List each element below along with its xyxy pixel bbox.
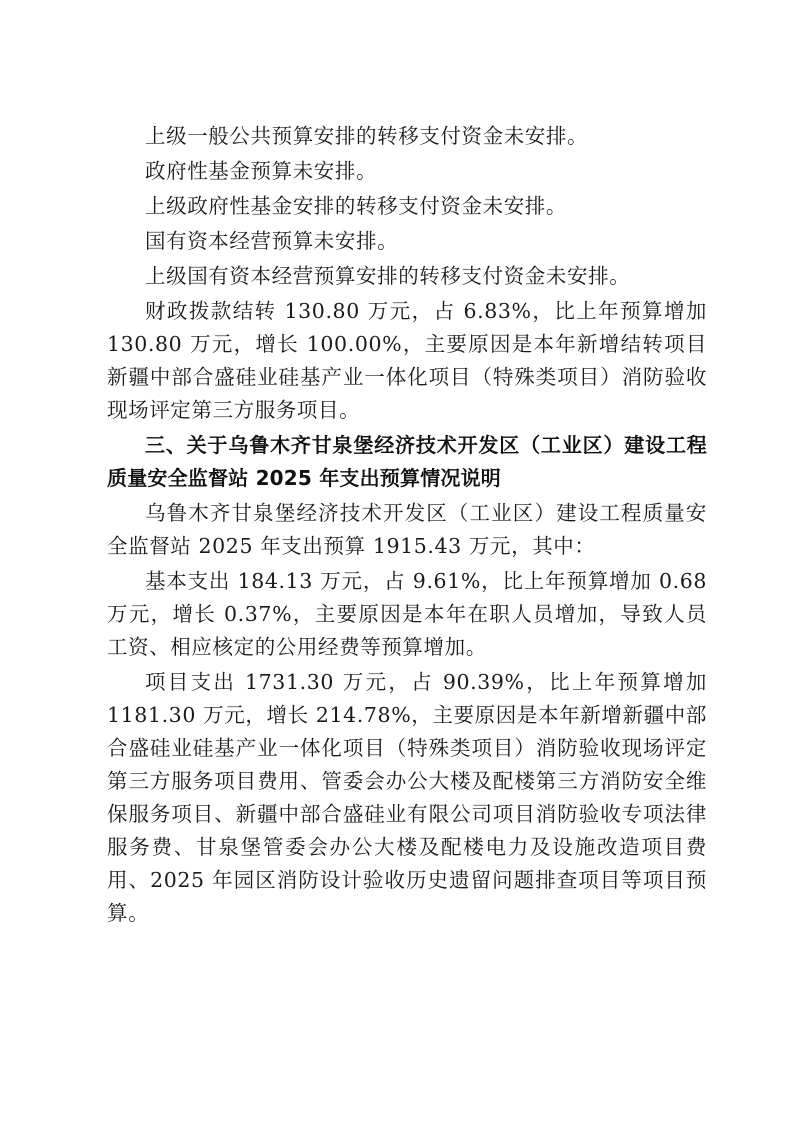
paragraph-transfer-state-capital: 上级国有资本经营预算安排的转移支付资金未安排。	[145, 264, 631, 288]
paragraph-state-capital-budget: 国有资本经营预算未安排。	[145, 229, 399, 253]
paragraph-government-fund-budget: 政府性基金预算未安排。	[145, 159, 378, 183]
paragraph-project-expenditure: 项目支出 1731.30 万元，占 90.39%，比上年预算增加 1181.30 万元，增长 214.78%，主要原因是本年新增新疆中部合盛硅业硅基产业一体化项目（特殊类项目）消防验收现场评定第三方服务项目费用、管委会办公大楼及配楼第三方消防安全维保服务项目、新疆中部合盛硅业有限公司项目消防验收专项法律服务费、甘泉堡管委会办公大楼及配楼电力及设施改造项目费用、2025 年园区消防设计验收历史遗留问题排查项目等项目预算。	[107, 670, 707, 925]
paragraph-transfer-general-budget: 上级一般公共预算安排的转移支付资金未安排。	[145, 124, 589, 148]
paragraph-transfer-government-fund: 上级政府性基金安排的转移支付资金未安排。	[145, 194, 567, 218]
paragraph-expenditure-total: 乌鲁木齐甘泉堡经济技术开发区（工业区）建设工程质量安全监督站 2025 年支出预算 1915.43 万元，其中：	[107, 501, 707, 558]
section-heading-three: 三、关于乌鲁木齐甘泉堡经济技术开发区（工业区）建设工程质量安全监督站 2025 年支出预算情况说明	[107, 433, 707, 490]
paragraph-basic-expenditure: 基本支出 184.13 万元，占 9.61%，比上年预算增加 0.68 万元，增长 0.37%，主要原因是本年在职人员增加，导致人员工资、相应核定的公用经费等预算增加。	[107, 569, 707, 659]
document-body	[107, 120, 707, 932]
paragraph-fiscal-carryover: 财政拨款结转 130.80 万元，占 6.83%，比上年预算增加 130.80 万元，增长 100.00%，主要原因是本年新增结转项目新疆中部合盛硅业硅基产业一体化项目（特殊类项目）消防验收现场评定第三方服务项目。	[107, 299, 707, 422]
